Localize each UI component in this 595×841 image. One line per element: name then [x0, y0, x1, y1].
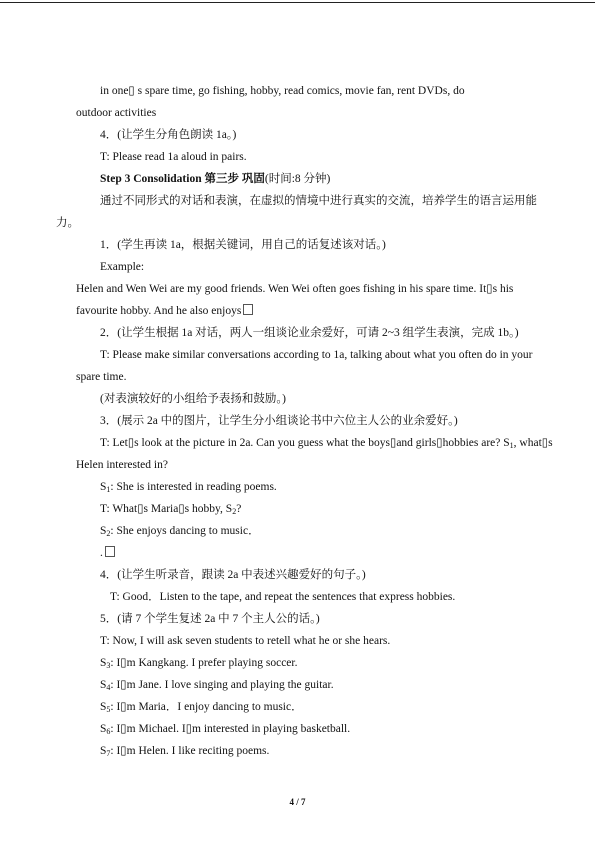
subscript: 2 — [106, 529, 111, 538]
vocab-line: in one▯ s spare time, go fishing, hobby, read comics, movie fan, rent DVDs, do — [100, 85, 465, 97]
student-text: : I▯m Helen. I like reciting poems. — [110, 745, 270, 757]
teacher-text-end: , what▯s — [513, 437, 553, 449]
student-line — [56, 718, 542, 740]
header-rule — [0, 2, 595, 3]
teacher-line — [56, 432, 553, 454]
subscript: 4 — [106, 683, 111, 692]
step-heading-bold: Step 3 Consolidation 第三步 巩固 — [100, 173, 265, 185]
speaker: S — [100, 723, 107, 735]
step-item-5: 5．(请 7 个学生复述 2a 中 7 个主人公的话。) — [100, 613, 320, 625]
ellipsis-line — [56, 542, 542, 564]
paragraph-line: 力。 — [56, 217, 79, 229]
teacher-text: T: Let▯s look at the picture in 2a. Can you guess what the boys▯and girls▯hobbies are? S — [100, 437, 510, 449]
ellipsis-dot: . — [100, 547, 103, 559]
page-number: 4 / 7 — [289, 797, 306, 807]
student-text: : I▯m Maria．I enjoy dancing to music． — [110, 701, 303, 713]
teacher-text: T: What▯s Maria▯s hobby, S — [100, 503, 233, 515]
step-heading-time: (时间:8 分钟) — [264, 173, 331, 185]
subscript: 1 — [106, 485, 111, 494]
example-label: Example: — [100, 261, 145, 273]
speaker: S — [100, 525, 107, 537]
example-text-span: favourite hobby. And he also enjoys — [76, 305, 242, 317]
teacher-line: T: Good．Listen to the tape, and repeat the sentences that express hobbies. — [110, 591, 456, 603]
placeholder-box-icon — [243, 304, 253, 315]
teacher-line: T: Please read 1a aloud in pairs. — [100, 151, 247, 163]
student-line — [56, 476, 542, 498]
teacher-line: T: Now, I will ask seven students to retell what he or she hears. — [100, 635, 391, 647]
student-text: : I▯m Jane. I love singing and playing the guitar. — [110, 679, 334, 691]
teacher-line-cont: spare time. — [76, 371, 127, 383]
student-line — [56, 520, 542, 542]
document-body — [56, 80, 553, 762]
teacher-line-cont: Helen interested in? — [76, 459, 168, 471]
subscript: 2 — [232, 507, 237, 516]
step-item-3: 3．(展示 2a 中的图片，让学生分小组谈论书中六位主人公的业余爱好。) — [100, 415, 458, 427]
student-line — [56, 696, 542, 718]
student-line — [56, 652, 542, 674]
teacher-line — [56, 498, 542, 520]
student-text: : She enjoys dancing to music． — [110, 525, 260, 537]
speaker: S — [100, 701, 107, 713]
step-item-1: 1．(学生再读 1a，根据关键词，用自己的话复述该对话。) — [100, 239, 386, 251]
speaker: S — [100, 657, 107, 669]
subscript: 7 — [106, 749, 111, 758]
subscript: 6 — [106, 727, 111, 736]
student-text: : I▯m Kangkang. I prefer playing soccer. — [110, 657, 298, 669]
subscript: 3 — [106, 661, 111, 670]
subscript: 5 — [106, 705, 111, 714]
teacher-text-end: ? — [236, 503, 242, 515]
vocab-line-cont: outdoor activities — [76, 107, 157, 119]
step-item-4b: 4．(让学生听录音，跟读 2a 中表述兴趣爱好的句子。) — [100, 569, 366, 581]
speaker: S — [100, 481, 107, 493]
student-text: : I▯m Michael. I▯m interested in playing basketball. — [110, 723, 351, 735]
speaker: S — [100, 745, 107, 757]
teacher-line: T: Please make similar conversations according to 1a, talking about what you often do in your — [100, 349, 533, 361]
note-line: (对表演较好的小组给予表扬和鼓励。) — [100, 393, 286, 405]
step-item-2: 2．(让学生根据 1a 对话，两人一组谈论业余爱好，可请 2~3 组学生表演，完成 1b。) — [100, 327, 519, 339]
step-heading — [56, 168, 542, 190]
paragraph-line: 通过不同形式的对话和表演，在虚拟的情境中进行真实的交流，培养学生的语言运用能 — [100, 195, 537, 207]
example-text: Helen and Wen Wei are my good friends. Wen Wei often goes fishing in his spare time. It▯s his — [76, 283, 514, 295]
example-text-cont — [56, 300, 542, 322]
placeholder-box-icon — [105, 546, 115, 557]
subscript: 1 — [509, 441, 514, 450]
student-line — [56, 740, 542, 762]
step-item-4: 4．(让学生分角色朗读 1a。) — [100, 129, 237, 141]
student-text: : She is interested in reading poems. — [110, 481, 277, 493]
student-line — [56, 674, 542, 696]
speaker: S — [100, 679, 107, 691]
